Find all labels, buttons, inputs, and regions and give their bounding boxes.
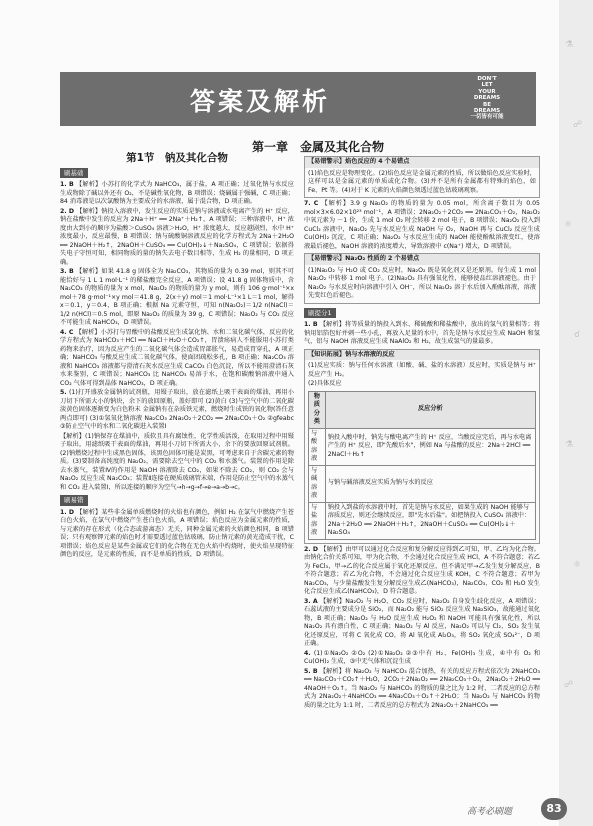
- answer-text: 【解析】将等质量的钠投入到水、稀硫酸和稀盐酸中，放出的氢气的量相等；将钠用铝箔包好并刺一些小孔，再放入足量的水中，首先是钠与水反应生成 NaOH 和氢气，铝与 NaOH 溶液反应生成 NaAlO₂ 和 H₂，故生成氢气的量最多。: [304, 321, 540, 345]
- warning-text: (1)焰色反应是物理变化。(2)焰色反应是金属元素的性质，所以做焰色反应实验时，这样可以是金属元素的单质或化合物。(3)并不是所有金属都有特殊的焰色，如 Fe、Pt 等。(4)对于 K 元素的火焰颜色须透过蓝色钴玻璃观察。: [308, 169, 536, 194]
- answer-item: [60, 208, 294, 268]
- answer-text: 【解析】3.9 g Na₂O₂ 的物质的量为 0.05 mol，所含离子数目为 0.05 mol×3×6.02×10²³ mol⁻¹，A 项错误；2Na₂O₂＋2CO₂ ══ 2Na₂CO₃＋O₂，Na₂O₂ 中氧元素为 －1 价，生成 1 mol O₂ 时会转移 2 mol 电子，B 项错误；Na₂O₂ 投入到 CuCl₂ 溶液中，Na₂O₂ 先与水反应生成 NaOH 与 O₂，NaOH 再与 CuCl₂ 反应生成 Cu(OH)₂ 沉淀，C 项正确；Na₂O₂ 与水反应生成的 NaOH 能使酚酞溶液变红，使溶液最后褪色，NaOH 溶液的浓度增大，导致溶液中 c(Na⁺) 增大，D 项错误。: [304, 200, 540, 250]
- answer-key: 1. B: [60, 181, 77, 188]
- answer-key: 3. A: [304, 597, 320, 605]
- warning-head: 【易错警示】焰色反应的 4 个易错点: [305, 157, 539, 168]
- answer-item: [304, 546, 540, 597]
- section-title: 第1节 钠及其化合物: [126, 152, 228, 164]
- answer-text: 【解析】小苏打的化学式为 NaHCO₃，属于盐，A 项正确；过氧化钠与水反应生成物除了碱以外还有 O₂，不是碱性氧化物，B 项错误；烧碱属于强碱，C 项正确；84 消毒液是以次氯酸钠为主要成分的水溶液，属于混合物，D 项正确。: [60, 181, 294, 205]
- answer-key: 2. D: [304, 545, 321, 553]
- answer-key: 7. C: [304, 200, 322, 207]
- answer-key: 5.: [60, 389, 69, 396]
- answer-item: [60, 433, 294, 493]
- answer-item: [60, 329, 294, 389]
- answer-item: [60, 181, 294, 207]
- table-cell: 钠投入到盐的水溶液中时，首先是钠与水反应，如果生成的 NaOH 能够与溶质反应，则还会继续反应，即"先水后盐"。如把钠投入 CuSO₄ 溶液中：2Na＋2H₂O ══ 2NaOH＋H₂↑，2NaOH＋CuSO₄ ══ Cu(OH)₂↓＋Na₂SO₄: [325, 502, 535, 539]
- answer-banner: [60, 72, 536, 126]
- knowledge-head: 【知识拓展】钠与水溶液的反应: [305, 350, 539, 361]
- left-column: [60, 154, 294, 561]
- answer-item: [60, 509, 294, 560]
- answer-text: 【解析】Na₂O₂ 与 H₂O、CO₂ 反应时，Na₂O₂ 自身发生歧化反应，A 项错误；石蕊试液的主要成分是 SiO₂，而 Na₂O₂ 能与 SiO₂ 反应生成 Na₂SiO₃，故能通过氧化物，B 项正确；Na₂O₂ 与 H₂O 反应生成 H₂O₂ 和 NaOH 可能具有强氧化性，所以 Na₂O₂ 具有漂白性，C 项正确；Na₂O₂ 与 Al 反应，Na₂O₂ 可以与 Cl₂、SO₂ 发生氧化还原反应，可将 C 氧化成 CO，将 Al 氧化成 Al₂O₃，将 SO₂ 氧化成 SO₄²⁻，D 项正确。: [304, 597, 540, 647]
- table-header: 物质分类: [309, 391, 326, 428]
- answer-text: 【解析】某些非金属单质燃烧时的火焰也有颜色，例如 H₂ 在氯气中燃烧产生苍白色火焰，在氯气中燃烧产生苍白色火焰，A 项错误；焰色反应为金属元素的性质，与元素的存在形式（化合态或游离态）无关，同种金属元素的火焰颜色相同，B 项错误；只有观察钾元素的焰色时才需要透过蓝色钴玻璃，防止钠元素的黄光造成干扰，C 项错误；焰色反应是某些金属或它们的化合物在无色火焰中灼烧时，使火焰呈现特征颜色的反应，是元素的性质，而不是单质的性质，D 项错误。: [60, 508, 294, 558]
- answer-key: 1. D: [60, 508, 77, 516]
- chapter-title: 第一章 金属及其化合物: [251, 140, 384, 154]
- dream-logo: DON'T LET YOUR DREAMS BE DREAMS 一切皆有可能: [470, 76, 504, 121]
- knowledge-sub: (2)具体反应: [308, 380, 342, 387]
- answer-text: 【解析】如果 41.8 g 固体全为 Na₂CO₃，其物质的量为 0.39 mol，则其不可能恰好与 1 L 1 mol·L⁻¹ 的稀盐酸完全反应，A 项错误；设 41.8 g 固体物质中，含 Na₂CO₃ 的物质的量为 x mol，Na₂O₂ 的物质的量为 y mol，则有 106 g·mol⁻¹×x mol＋78 g·mol⁻¹×y mol＝41.8 g，2(x＋y) mol＝1 mol·L⁻¹×1 L＝1 mol，解得 x＝0.1，y＝0.4，B 项正确；根据 Na 元素守恒，可知 n(Na₂O₂)＝1/2 n(NaCl)＝1/2 n(HCl)＝0.5 mol，即原 Na₂O₂ 的质量为 39 g，C 项错误；Na₂O₂ 与 CO₂ 反应不可能生成 NaHCO₃，D 项错误。: [60, 268, 294, 326]
- table-row: [309, 465, 536, 502]
- answer-item: [304, 321, 540, 347]
- answer-key: 4.: [304, 649, 314, 657]
- answer-item: [60, 389, 294, 432]
- tag-sub1: 刷提分1: [304, 308, 336, 319]
- footer-label: 高考必刷题: [467, 807, 513, 817]
- banner-title: 答案及解析: [189, 87, 330, 116]
- warning-box-na2o2: [304, 253, 540, 304]
- tag-easy-wrong: 刷易错: [60, 495, 88, 506]
- tag-basic: 刷基础: [60, 168, 88, 179]
- table-header: 反应分析: [325, 391, 535, 428]
- warning-head-2: 【易错警示】Na₂O₂ 性质的 2 个易错点: [305, 254, 539, 265]
- warning-text-2: (1)Na₂O₂ 与 H₂O 或 CO₂ 反应时，Na₂O₂ 既是氧化剂又是还原剂。每生成 1 mol Na₂O₂ 中转移 1 mol 电子。(2)Na₂O₂ 具有强氧化性，能够使品红溶液褪色。由于 Na₂O₂ 与水反应时向溶液中引入 OH⁻，所以 Na₂O₂ 溶于水后加入酚酞溶液，溶液先变红色后褪色。: [308, 266, 536, 299]
- side-decoration: ⚗ ☍ ⚛ ☌ ⚗ ⚛ ☍: [559, 0, 593, 826]
- table-cell: 钠投入酸中时，钠先与酸电离产生的 H⁺ 反应，当酸反应完后，再与水电离产生的 H⁺ 反应，即"先酸后水"，例如 Na 与盐酸的反应：2Na＋2HCl ══ 2NaCl＋H₂↑: [325, 428, 535, 465]
- table-cell: 与盐溶液: [309, 502, 326, 539]
- reaction-table: [308, 391, 536, 540]
- right-column: [304, 154, 540, 711]
- answer-key: 4. C: [60, 328, 76, 336]
- answer-text: 【解析】将 Na₂O₂ 与 NaHCO₃ 混合加热，有关的反应方程式依次为 2NaHCO₃ ══ Na₂CO₃＋CO₂↑＋H₂O，2CO₂＋2Na₂O₂ ══ 2Na₂CO₃＋O₂，2Na₂O₂＋2H₂O ══ 4NaOH＋O₂↑。当 Na₂O₂ 与 NaHCO₃ 的物质的量之比为 1:2 时，二者反应的总方程式为 2Na₂O₂＋4NaHCO₃ ══ 4Na₂CO₃＋O₂↑＋2H₂O；当 Na₂O₂ 与 NaHCO₃ 的物质的量之比为 1:1 时，二者反应的总方程式为 2Na₂O₂＋2NaHCO₃ ══: [304, 667, 540, 709]
- answer-text: (1)①Na₂O₂ ②O₂ (2)①Na₂O₂ ②③中有 H₂、Fe(OH)₃ 生成，④中有 O₂ 和 Cu(OH)₂ 生成，③中无气体和沉淀生成: [304, 649, 541, 665]
- answer-key: 1. B: [304, 321, 320, 328]
- answer-item: [304, 650, 540, 667]
- table-cell: 与碱溶液: [309, 465, 326, 502]
- answer-item: [304, 200, 540, 251]
- table-row: [309, 502, 536, 539]
- answer-item: [304, 668, 540, 711]
- knowledge-box: [304, 349, 540, 544]
- table-cell: 与钠与碱溶液反应实质为钠与水的反应: [325, 465, 535, 502]
- answer-text: 【解析】钠投入溶液中，发生反应的实质是钠与溶液或水电离产生的 H⁺ 反应，钠在盐酸中发生的反应为 2Na＋H⁺ ══ 2Na⁺＋H₂↑，A 项错误；三种溶液中，H⁺ 浓度由大到小的顺序为盐酸＞CuSO₄ 溶液＞H₂O，H⁺ 浓度越大，反应越剧烈，水中 H⁺ 浓度最小，反应最慢，B 项错误；钠与硫酸铜溶液反应的化学方程式为 2Na＋2H₂O ══ 2NaOH＋H₂↑，2NaOH＋CuSO₄ ══ Cu(OH)₂↓＋Na₂SO₄，C 项错误；依据得失电子守恒可知，相同物质的量的钠失去电子数目相等，生成 H₂ 的量相同，D 项正确。: [60, 207, 294, 266]
- table-cell: 与酸溶液: [309, 428, 326, 465]
- answer-key: 5. B: [304, 667, 320, 675]
- warning-box-flame: [304, 156, 540, 198]
- knowledge-intro: (1)反应实质：钠与任何水溶液（如酸、碱、盐的水溶液）反应时，实质是钠与 H⁺ 反应产生 H₂。: [308, 362, 536, 378]
- answer-text: 【解析】由甲可以通过化合反应和复分解反应得到乙可知，甲、乙均为化合物。由钠化合价关系可知，甲为化合物，不会通过化合反应生成 HCl，A 不符合题意；若乙为 FeCl₃，甲→乙的化合反应属于氧化还原反应，但不满足甲→乙发生复分解反应，B 不符合题意；若乙为化合物，不会通过化合反应生成 KOH，C 不符合题意；若甲为 Na₂CO₃，与少量盐酸发生复分解反应生成乙(NaHCO₃)，Na₂CO₃、CO₂ 和 H₂O 发生化合反应生成乙(NaHCO₃)，D 符合题意。: [304, 545, 541, 595]
- answer-item: [304, 598, 540, 649]
- answer-text: (1)打开盛放金属钠的试剂瓶，用镊子取出，放在滤纸上吸干表面的煤油，再用小刀切下所需大小的钠块，余下的放回原瓶，盖好即可 (2)黄白 (3)与空气中的二氧化碳 淡黄色固体逐渐变为白色粉末 金属钠有在杂质铁元素，燃烧时生成铁的氧化物(答任意两点即可) (3)①氢氧化钠溶液 Na₂CO₃ 2Na₂O₂＋2CO₂ ══ 2Na₂CO₃＋O₂ ②gfeabc ③防止空气中的水和二氧化碳进入装置Ⅰ: [60, 389, 294, 430]
- answer-key: 2. D: [60, 207, 77, 215]
- answer-text: 【解析】小苏打与胃酸中的盐酸反应生成氯化钠、水和二氧化碳气体，反应的化学方程式为 NaHCO₃＋HCl ══ NaCl＋H₂O＋CO₂↑，胃溃疡病人不能服用小苏打类药物来治疗，因为反应产生的二氧化碳气体会造成胃部胀气，易造成胃穿孔，A 项正确；NaHCO₃ 与酸反应生成二氧化碳气体，使面团疏松多孔，B 项正确；Na₂CO₃ 溶液和 NaHCO₃ 溶液都与澄清石灰水反应生成 CaCO₃ 白色沉淀，所以不能用澄清石灰水来鉴别，C 项错误；NaHCO₃ 比 NaHCO₃ 易溶于水，在饱和碳酸钠溶液中通入 CO₂ 气体可得到晶体 NaHCO₃，D 项正确。: [60, 328, 295, 387]
- answer-text: 【解析】(1)钠保存在煤油中，质软且具有腐蚀性，化学性质活泼，在取用过程中用镊子取出，用滤纸吸干表面的煤油，再用小刀切下所需大小，余下的要放回原试剂瓶。(2)钠燃烧过程中生成黑色固体，该黑色固体可能是炭黑，可考虑来自于含碳元素的物质。(3)要制备高纯度的 Na₂O₂，需要除去空气中的 CO₂ 和水蒸气。装置的作用是除去水蒸气，装置Ⅳ的作用是 NaOH 溶液除去 CO₂，如果不除去 CO₂，则 CO₂ 会与 Na₂O₂ 反应生成 Na₂CO₃；装置Ⅱ连接在硬质玻璃管末端，作用是防止空气中的水蒸气和 CO₂ 进入装置Ⅰ，所以连接的顺序为空气→h→g→f→e→a→b→c。: [60, 432, 294, 491]
- answer-item: [60, 268, 294, 328]
- table-row: [309, 428, 536, 465]
- answer-key: 3. B: [60, 268, 76, 275]
- page-number: 83: [541, 798, 567, 820]
